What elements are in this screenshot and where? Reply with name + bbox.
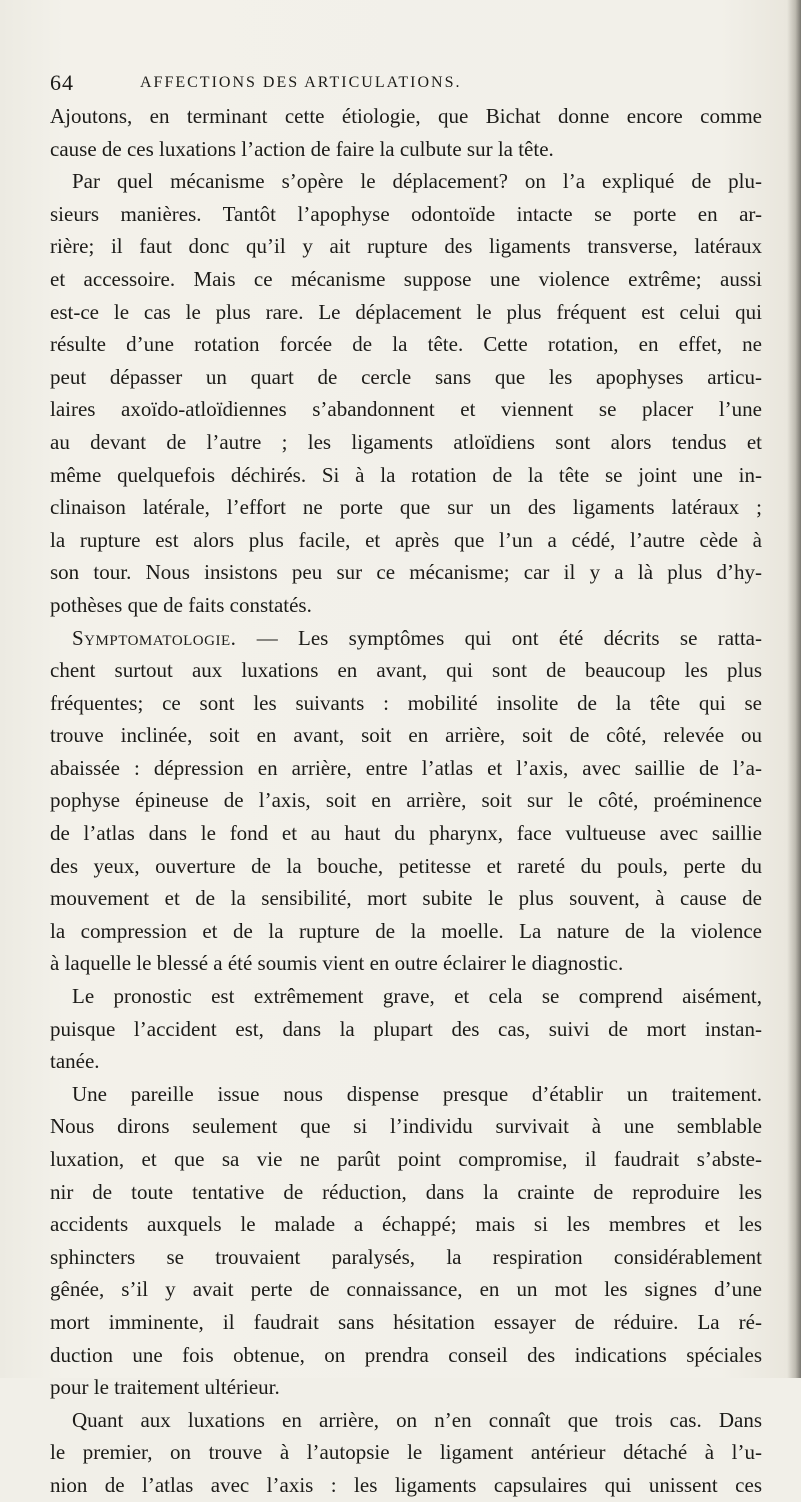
text-line: pophyse épineuse de l’axis, soit en arrière, soit sur le côté, proéminence — [50, 788, 762, 813]
text-line: à laquelle le blessé a été soumis vient en outre éclairer le diagnostic. — [50, 951, 624, 976]
text-line: mouvement et de la sensibilité, mort subite le plus souvent, à cause de — [50, 886, 762, 911]
page-edge-shadow — [787, 0, 801, 1378]
text-line: chent surtout aux luxations en avant, qui sont de beaucoup les plus — [50, 658, 762, 683]
running-title: AFFECTIONS DES ARTICULATIONS. — [140, 74, 462, 91]
text-line: sphincters se trouvaient paralysés, la respiration considérablement — [50, 1244, 762, 1269]
text-line: Quant aux luxations en arrière, on n’en connaît que trois cas. Dans — [72, 1407, 762, 1432]
text-line: de l’atlas dans le fond et au haut du pharynx, face vultueuse avec saillie — [50, 821, 762, 846]
text-line: nir de toute tentative de réduction, dans la crainte de reproduire les — [50, 1179, 762, 1204]
text-line: rière; il faut donc qu’il y ait rupture des ligaments transverse, latéraux — [50, 234, 762, 259]
text-line: résulte d’une rotation forcée de la tête. Cette rotation, en effet, ne — [50, 332, 762, 357]
body-text — [50, 100, 762, 1502]
text-line: gênée, s’il y avait perte de connaissance, en un mot les signes d’une — [50, 1277, 762, 1302]
text-line: pour le traitement ultérieur. — [50, 1375, 280, 1400]
text-line: pothèses que de faits constatés. — [50, 592, 312, 617]
page-header — [50, 70, 750, 96]
text-line: et accessoire. Mais ce mécanisme suppose une violence extrême; aussi — [50, 266, 762, 291]
text-line: fréquentes; ce sont les suivants : mobilité insolite de la tête qui se — [50, 690, 762, 715]
text-line: Ajoutons, en terminant cette étiologie, que Bichat donne encore comme — [50, 104, 762, 128]
text-line: luxation, et que sa vie ne parût point compromise, il faudrait s’abste- — [50, 1147, 762, 1171]
text-line: nion de l’atlas avec l’axis : les ligaments capsulaires qui unissent ces — [50, 1472, 762, 1497]
text-line: Nous dirons seulement que si l’individu survivait à une semblable — [50, 1114, 762, 1139]
section-heading-line: Symptomatologie. — Les symptômes qui ont été décrits se ratta- — [72, 625, 762, 650]
text-line: est-ce le cas le plus rare. Le déplacement le plus fréquent est celui qui — [50, 299, 762, 324]
text-line: peut dépasser un quart de cercle sans que les apophyses articu- — [50, 364, 762, 389]
text-line: mort imminente, il faudrait sans hésitation essayer de réduire. La ré- — [50, 1309, 762, 1334]
text-line: des yeux, ouverture de la bouche, petitesse et rareté du pouls, perte du — [50, 853, 762, 878]
text-line: sieurs manières. Tantôt l’apophyse odontoïde intacte se porte en ar- — [50, 201, 762, 226]
text-line: tanée. — [50, 1049, 100, 1074]
text-line: Une pareille issue nous dispense presque d’établir un traitement. — [72, 1081, 762, 1106]
section-heading: Symptomatologie. — [72, 625, 237, 650]
text-line: au devant de l’autre ; les ligaments atloïdiens sont alors tendus et — [50, 429, 762, 454]
text-line: son tour. Nous insistons peu sur ce mécanisme; car il y a là plus d’hy- — [50, 560, 762, 585]
text-line: accidents auxquels le malade a échappé; mais si les membres et les — [50, 1212, 762, 1237]
text-line: laires axoïdo-atloïdiennes s’abandonnent et viennent se placer l’une — [50, 397, 762, 422]
text-line: Par quel mécanisme s’opère le déplacement? on l’a expliqué de plu- — [72, 169, 762, 194]
text-line: Le pronostic est extrêmement grave, et cela se comprend aisément, — [72, 984, 762, 1009]
text-line: clinaison latérale, l’effort ne porte que sur un des ligaments latéraux ; — [50, 495, 762, 520]
text-line: même quelquefois déchirés. Si à la rotation de la tête se joint une in- — [50, 462, 762, 487]
text-line: trouve inclinée, soit en avant, soit en arrière, soit de côté, relevée ou — [50, 723, 762, 748]
text-line: la rupture est alors plus facile, et après que l’un a cédé, l’autre cède à — [50, 527, 762, 552]
text-line: la compression et de la rupture de la moelle. La nature de la violence — [50, 918, 762, 943]
text-line: abaissée : dépression en arrière, entre l’atlas et l’axis, avec saillie de l’a- — [50, 755, 762, 780]
page-number: 64 — [50, 70, 74, 95]
text-line: cause de ces luxations l’action de faire la culbute sur la tête. — [50, 136, 554, 161]
text-line: le premier, on trouve à l’autopsie le ligament antérieur détaché à l’u- — [50, 1440, 762, 1465]
text-line: puisque l’accident est, dans la plupart des cas, suivi de mort instan- — [50, 1016, 762, 1041]
text-line: duction une fois obtenue, on prendra conseil des indications spéciales — [50, 1342, 762, 1367]
